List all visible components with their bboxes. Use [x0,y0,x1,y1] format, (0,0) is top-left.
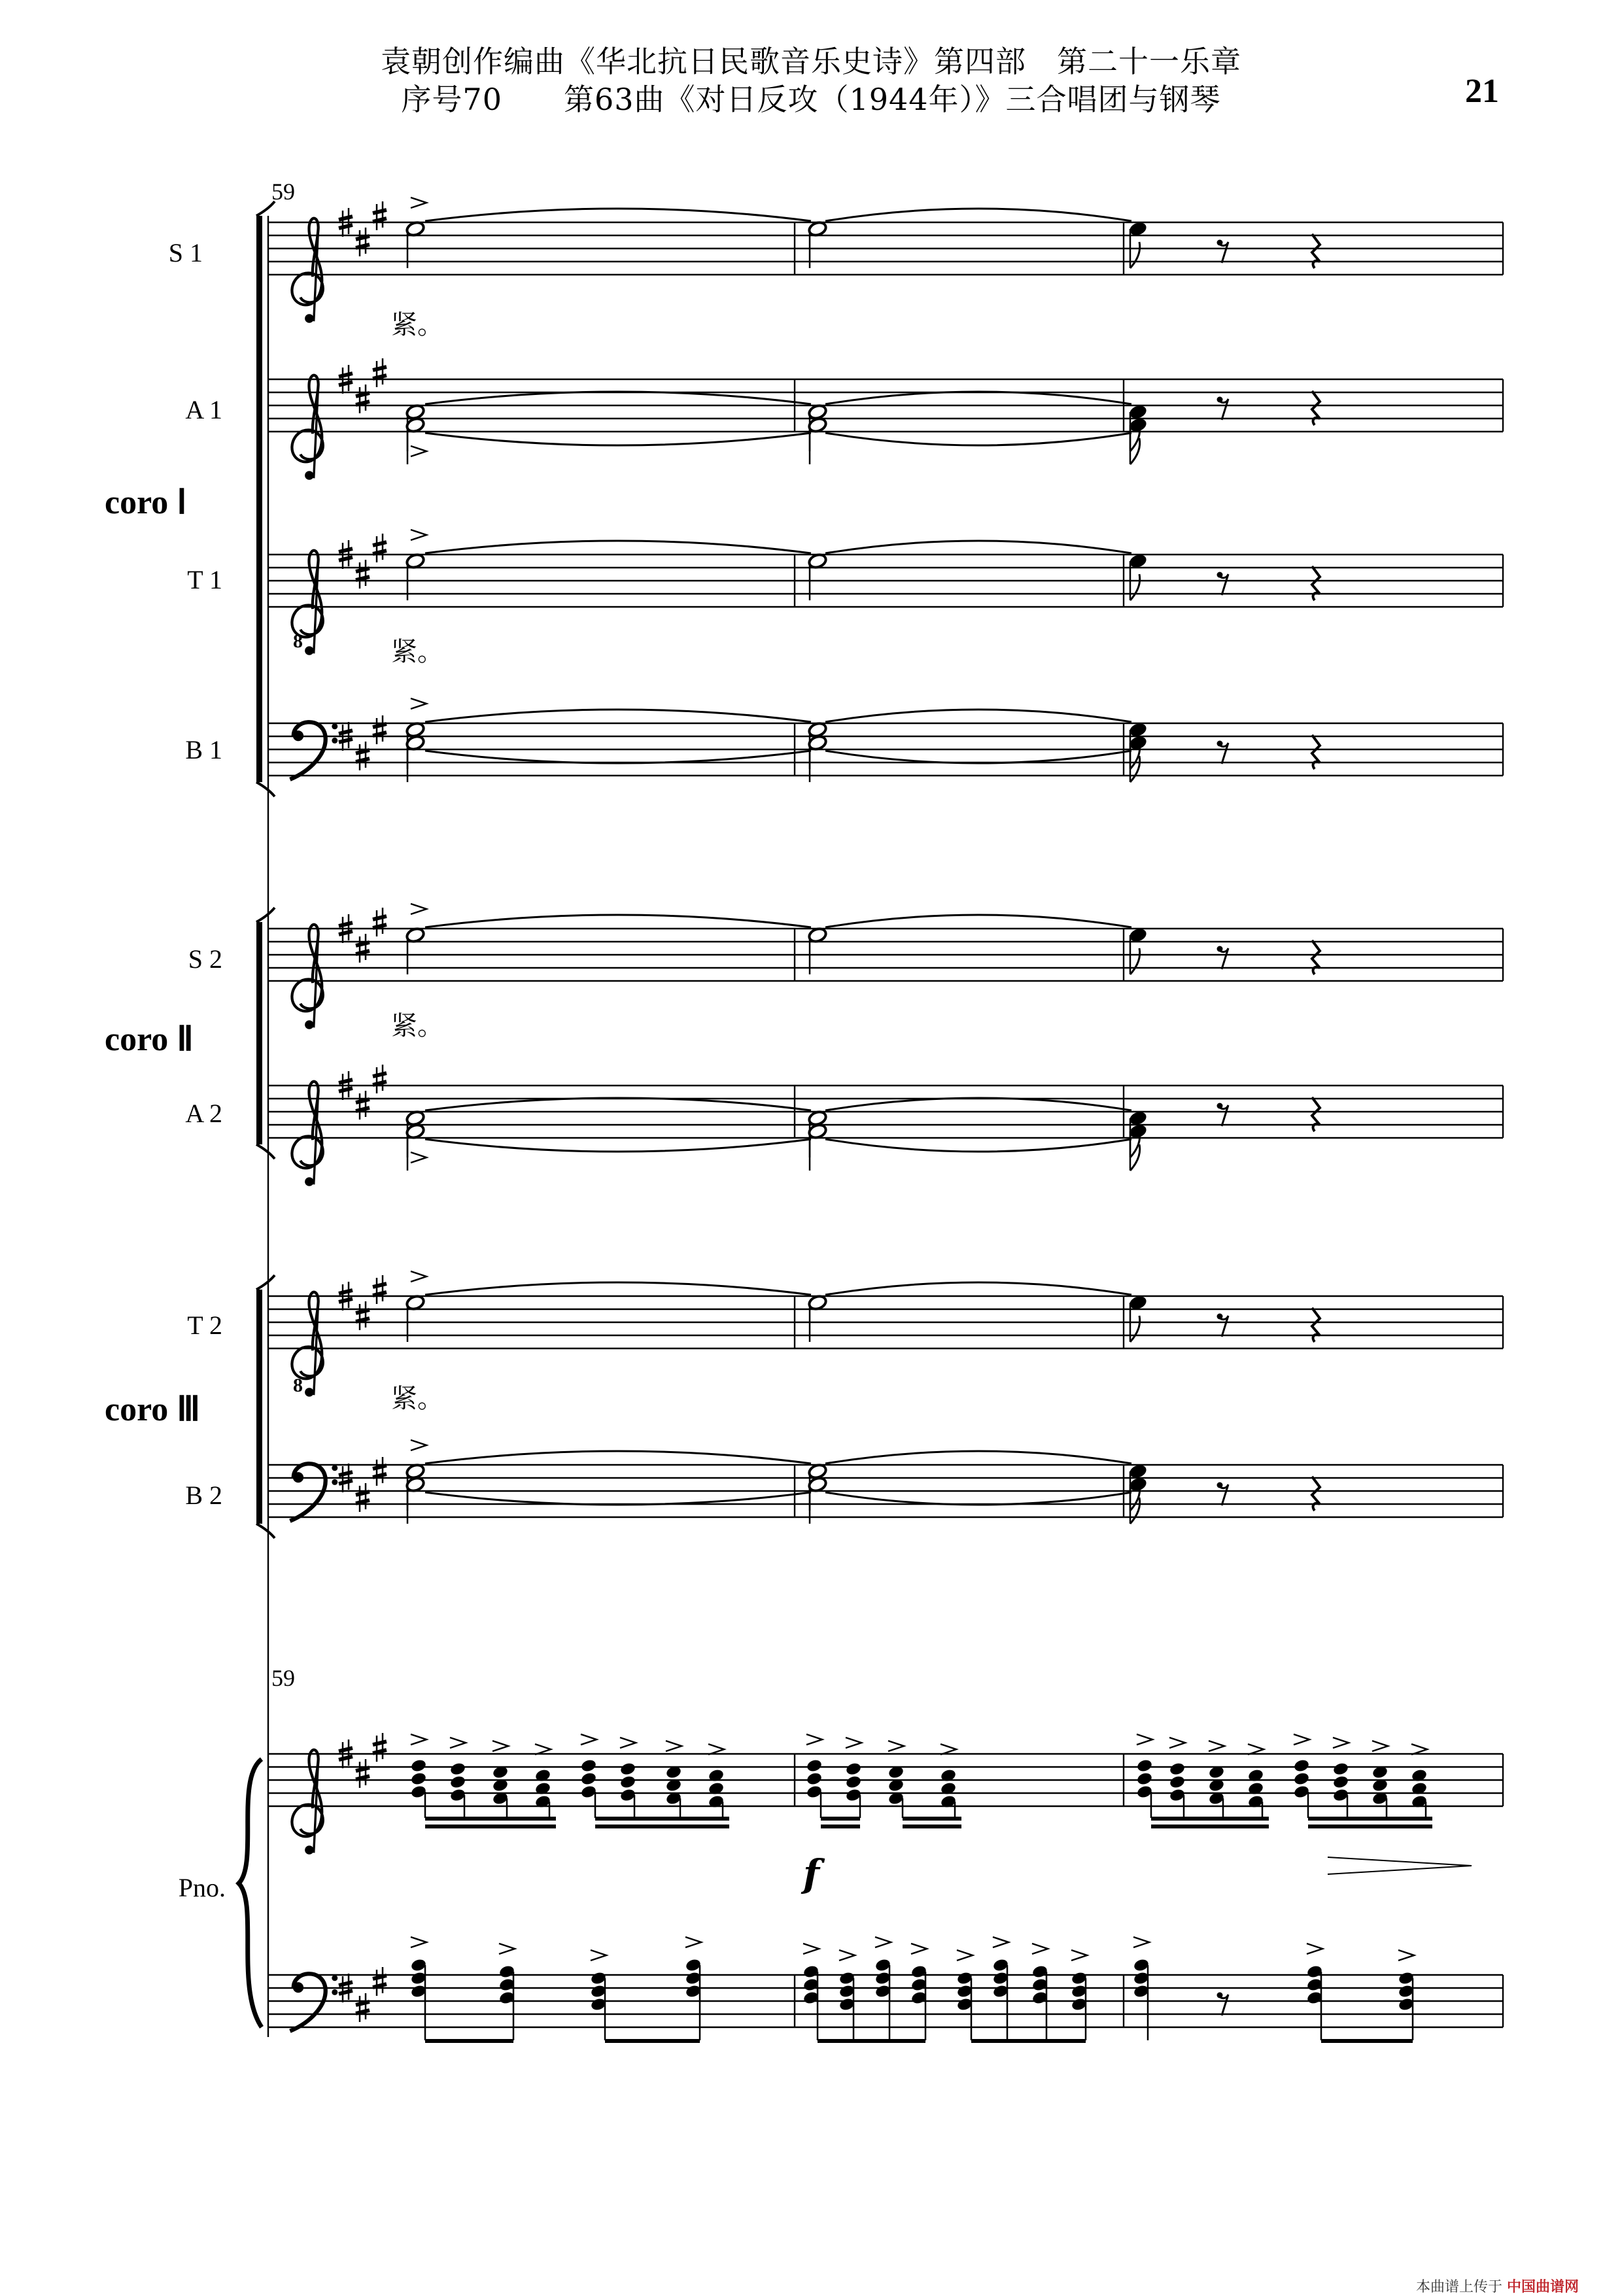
bracket-hook [256,1524,275,1538]
staff-label-s1: S 1 [168,238,203,267]
beam [903,1825,961,1828]
score-title-line-1: 袁朝创作编曲《华北抗日民歌音乐史诗》第四部 第二十一乐章 [381,44,1241,79]
eighth-rest [1217,240,1229,264]
accent-mark [1209,1741,1224,1751]
accent-mark [1133,1937,1149,1947]
sharp-key-signature [356,1091,370,1120]
beam [1151,1825,1269,1828]
tie [425,541,811,553]
tie [825,1282,1131,1295]
piano-chord-note [1293,1772,1310,1787]
accent-mark [1372,1741,1388,1751]
tie [825,915,1131,927]
sharp-key-signature [356,934,370,963]
piano-chord-note [619,1762,636,1777]
piano-chord-note [1293,1758,1310,1773]
tie [425,1282,811,1295]
accent-mark [940,1744,956,1755]
piano-chord-note [1169,1762,1186,1777]
accent-mark [535,1744,551,1755]
quarter-rest [1312,391,1320,425]
note-flag [1130,1316,1140,1342]
accent-mark [957,1950,973,1961]
sharp-key-signature [356,385,370,413]
accent-mark [411,1440,426,1450]
expression-text: 紧。 [391,1384,443,1414]
quarter-rest [1312,735,1320,769]
accent-mark [411,446,426,456]
notes [406,197,1432,2043]
beam [1308,1817,1432,1821]
sharp-key-signature [356,742,370,770]
piano-chord-note [1136,1758,1153,1773]
piano-brace [239,1759,262,2027]
score-title-line-2: 序号70 第63曲《对日反攻（1944年）》三合唱团与钢琴 [401,82,1221,117]
choir-group-label-3: coro Ⅲ [105,1391,201,1428]
accent-mark [685,1937,701,1947]
piano-chord-note [806,1772,823,1787]
accent-mark [1248,1744,1264,1755]
tie [825,392,1131,404]
accent-mark [993,1937,1009,1947]
staff-label-t2: T 2 [187,1311,222,1340]
sharp-key-signature [373,908,387,936]
accent-mark [1398,1950,1414,1961]
beam [903,1817,961,1821]
piano-chord-note [410,1758,427,1773]
quarter-rest [1312,1308,1320,1342]
eighth-rest [1217,741,1229,764]
accent-mark [411,904,426,914]
eighth-rest [1217,1482,1229,1506]
note-flag [1130,574,1140,600]
sharp-key-signature [373,1733,387,1762]
accent-mark [411,1734,426,1745]
eighth-rest [1217,1103,1229,1127]
piano-chord-note [1332,1775,1349,1790]
sharp-key-signature [356,1483,370,1512]
accent-mark [708,1744,724,1755]
piano-chord-note [449,1775,466,1790]
tie [825,1451,1131,1464]
beam [425,1825,556,1828]
sharp-key-signature [373,534,387,562]
tie [425,1451,811,1464]
eighth-rest [1217,1993,1229,2016]
accent-mark [492,1741,508,1751]
piano-chord-note [1136,1772,1153,1787]
tie [825,1139,1131,1152]
footer-text: 本曲谱上传于 [1416,2279,1503,2295]
accent-mark [620,1738,636,1748]
beam [1308,1825,1432,1828]
beam [971,2039,1086,2043]
accent-mark [1294,1734,1309,1745]
accent-mark [875,1937,891,1947]
beam [821,1825,860,1828]
accent-mark [846,1738,861,1748]
accent-mark [411,530,426,540]
staff-label-a1: A 1 [185,395,222,424]
beam [595,1825,729,1828]
accent-mark [839,1950,855,1961]
note-flag [1130,438,1140,464]
sharp-key-signature [373,1967,387,1996]
accent-mark [1071,1950,1087,1961]
sharp-key-signature [373,1065,387,1093]
staff-label-a2: A 2 [185,1099,222,1128]
sharp-key-signature [356,1759,370,1788]
staff-lines [239,201,1503,2037]
tie [425,1492,811,1505]
treble-clef [292,218,322,323]
piano-chord-note [845,1762,862,1777]
accent-mark [911,1944,927,1954]
sharp-key-signature [356,228,370,256]
sharp-key-signature [373,715,387,744]
accent-mark [450,1738,466,1748]
piano-chord-note [1169,1775,1186,1790]
eighth-rest [1217,1314,1229,1337]
eighth-rest [1217,397,1229,420]
tie [425,1098,811,1110]
dynamic-marking: f [803,1851,820,1896]
note-flag [1130,1498,1140,1524]
beam [595,1817,729,1821]
accent-mark [411,698,426,709]
octave-mark: 8 [293,1375,303,1396]
piano-chord-note [845,1775,862,1790]
octave-mark: 8 [293,630,303,652]
choir-bracket [256,922,262,1144]
choir-group-label-1: coro Ⅰ [105,484,187,521]
expression-text: 紧。 [391,637,443,667]
staff-label-piano: Pno. [178,1873,226,1902]
tie [825,541,1131,553]
bracket-hook [256,908,275,922]
accent-mark [411,1152,426,1163]
accent-mark [1411,1744,1427,1755]
beam [1151,1817,1269,1821]
accent-mark [581,1734,596,1745]
piano-chord-note [806,1758,823,1773]
tie [825,1492,1131,1505]
eighth-rest [1217,946,1229,970]
beam [425,1817,556,1821]
accent-mark [411,1271,426,1282]
accent-mark [1307,1944,1322,1954]
accent-mark [1333,1738,1349,1748]
expression-text: 紧。 [391,310,443,340]
treble-clef [292,925,322,1029]
beam [821,1817,860,1821]
tie [425,1139,811,1152]
staff-label-b2: B 2 [185,1481,222,1510]
accent-mark [888,1741,904,1751]
beam [1321,2039,1413,2043]
bass-clef [290,722,337,780]
tie [825,433,1131,445]
sharp-key-signature [356,560,370,589]
accent-mark [666,1741,682,1751]
piano-chord-note [1332,1762,1349,1777]
sharp-key-signature [373,1457,387,1486]
piano-chord-note [619,1775,636,1790]
treble-clef [292,1082,322,1186]
sharp-key-signature [356,1993,370,2022]
tie [425,392,811,404]
accent-mark [1032,1944,1048,1954]
tie [425,710,811,722]
footer-site: 中国曲谱网 [1507,2279,1579,2295]
accent-mark [806,1734,822,1745]
bass-clef [290,1974,337,2031]
sharp-key-signature [356,1301,370,1330]
quarter-rest [1312,566,1320,600]
treble-clef [292,375,322,480]
treble-clef [292,1750,322,1855]
sharp-key-signature [373,1275,387,1304]
quarter-rest [1312,234,1320,268]
accent-mark [591,1950,606,1961]
tie [425,209,811,221]
accent-mark [499,1944,515,1954]
beam [425,2039,513,2043]
piano-chord-note [580,1758,597,1773]
staff-label-b1: B 1 [185,735,222,764]
tie [425,433,811,445]
piano-chord-note [410,1772,427,1787]
note-flag [1130,756,1140,782]
expression-text: 紧。 [391,1011,443,1041]
choir-bracket [256,1290,262,1524]
note-flag [1130,242,1140,268]
accent-mark [803,1944,819,1954]
measure-number-piano: 59 [271,1665,295,1691]
measure-number-choir: 59 [271,179,295,205]
staff-label-s2: S 2 [188,944,222,974]
footer-watermark [1416,2276,1579,2296]
accent-mark [1137,1734,1152,1745]
tie [825,209,1131,221]
accent-mark [1169,1738,1185,1748]
tie [425,915,811,927]
bracket-hook [256,1144,275,1159]
choir-group-label-2: coro Ⅱ [105,1021,194,1058]
eighth-rest [1217,572,1229,596]
tie [425,751,811,763]
beam [818,2039,925,2043]
page-number: 21 [1465,73,1499,110]
tie [825,751,1131,763]
sharp-key-signature [373,358,387,387]
note-flag [1130,948,1140,974]
tie [825,1098,1131,1110]
bracket-hook [256,782,275,797]
sharp-key-signature [373,201,387,230]
tie [825,710,1131,722]
note-flag [1130,1144,1140,1171]
decrescendo-hairpin [1328,1857,1472,1874]
accent-mark [411,197,426,208]
bracket-hook [256,1275,275,1290]
quarter-rest [1312,1477,1320,1511]
choir-bracket [256,216,262,782]
piano-chord-note [580,1772,597,1787]
piano-chord-note [449,1762,466,1777]
accent-mark [411,1937,426,1947]
beam [605,2039,700,2043]
staff-label-t1: T 1 [187,565,222,594]
quarter-rest [1312,1097,1320,1131]
bass-clef [290,1464,337,1521]
quarter-rest [1312,940,1320,974]
